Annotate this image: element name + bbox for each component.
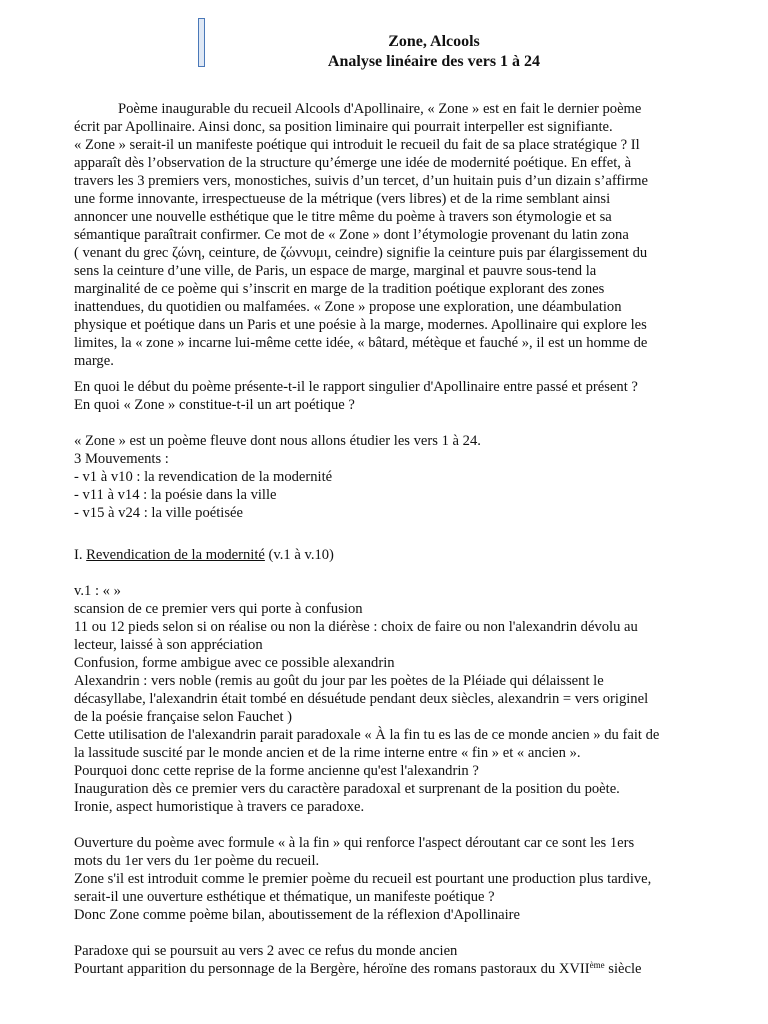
body-line: Zone s'il est introduit comme le premier poème du recueil est pourtant une production plus tardive, [74, 871, 652, 887]
problem-question: En quoi le début du poème présente-t-il le rapport singulier d'Apollinaire entre passé et présent ? [74, 379, 638, 395]
body-line: lecteur, laissé à son appréciation [74, 637, 263, 653]
intro-line: apparaît dès l’observation de la structure qu’émerge une idée de modernité poétique. En effet, à [74, 155, 632, 171]
plan-line: - v1 à v10 : la revendication de la modernité [74, 469, 333, 485]
century-superscript: ème [589, 960, 605, 970]
body-line: 11 ou 12 pieds selon si on réalise ou non la diérèse : choix de faire ou non l'alexandrin dévolu au [74, 619, 638, 635]
body-line: Alexandrin : vers noble (remis au goût du jour par les poètes de la Pléiade qui délaissent le [74, 673, 604, 689]
intro-line: marge. [74, 353, 114, 369]
intro-line: marginalité de ce poème qui s’inscrit en marge de la tradition poétique explorant des zones [74, 281, 605, 297]
intro-line: travers les 3 premiers vers, monostiches, suivis d’un tercet, d’un huitain puis d’un dizain s’affirme [74, 173, 649, 189]
intro-line: Poème inaugurable du recueil Alcools d'Apollinaire, « Zone » est en fait le dernier poème [118, 101, 642, 117]
body-line: Ouverture du poème avec formule « à la fin » qui renforce l'aspect déroutant car ce sont les 1ers [74, 835, 635, 851]
title-line-2: Analyse linéaire des vers 1 à 24 [327, 53, 541, 70]
intro-line: une forme innovante, irrespectueuse de la métrique (vers libres) et de la rime semblant ainsi [74, 191, 611, 207]
last-line-text: Pourtant apparition du personnage de la Bergère, héroïne des romans pastoraux du XVII [74, 961, 590, 977]
body-line: scansion de ce premier vers qui porte à confusion [74, 601, 363, 617]
body-line: la lassitude suscité par le monde ancien et de la rime interne entre « fin » et « ancien ». [74, 745, 581, 761]
intro-line: inattendues, du quotidien ou malfamées. « Zone » propose une exploration, une déambulation [74, 299, 622, 315]
body-line: décasyllabe, l'alexandrin était tombé en désuétude pendant deux siècles, alexandrin = vers originel [74, 691, 649, 707]
body-line: Donc Zone comme poème bilan, aboutissement de la réflexion d'Apollinaire [74, 907, 520, 923]
title-line-1: Zone, Alcools [388, 33, 480, 50]
section-heading [74, 546, 334, 564]
plan-line: « Zone » est un poème fleuve dont nous allons étudier les vers 1 à 24. [74, 433, 481, 449]
intro-line: annoncer une nouvelle esthétique que le titre même du poème à travers son étymologie et sa [74, 209, 612, 225]
plan-line: 3 Mouvements : [74, 451, 169, 467]
intro-line: « Zone » serait-il un manifeste poétique qui introduit le recueil du fait de sa place stratégique ? Il [74, 137, 640, 153]
last-line-end: siècle [604, 961, 642, 977]
body-line: Ironie, aspect humoristique à travers ce paradoxe. [74, 799, 365, 815]
intro-line: écrit par Apollinaire. Ainsi donc, sa position liminaire qui pourrait interpeller est signifiante. [74, 119, 613, 135]
body-line: de la poésie française selon Fauchet ) [74, 709, 293, 725]
body-line: v.1 : « » [74, 583, 121, 599]
section-range: (v.1 à v.10) [264, 547, 334, 563]
intro-line: sémantique paraîtrait confirmer. Ce mot de « Zone » dont l’étymologie provenant du latin zona [74, 227, 629, 243]
section-number: I. [74, 547, 87, 563]
plan-line: - v11 à v14 : la poésie dans la ville [74, 487, 277, 503]
body-line: Pourquoi donc cette reprise de la forme ancienne qu'est l'alexandrin ? [74, 763, 479, 779]
plan-line: - v15 à v24 : la ville poétisée [74, 505, 243, 521]
intro-line: limites, la « zone » incarne lui-même cette idée, « bâtard, métèque et fauché », il est un homme de [74, 335, 648, 351]
section-heading-text: Revendication de la modernité [86, 547, 265, 563]
body-line: Inauguration dès ce premier vers du caractère paradoxal et surprenant de la position du poète. [74, 781, 620, 797]
intro-line: sens la ceinture d’une ville, de Paris, un espace de marge, marginal et pauvre sous-tend la [74, 263, 597, 279]
problem-question: En quoi « Zone » constitue-t-il un art poétique ? [74, 397, 355, 413]
body-line-last [74, 960, 642, 978]
body-line: mots du 1er vers du 1er poème du recueil. [74, 853, 320, 869]
body-line: Confusion, forme ambigue avec ce possible alexandrin [74, 655, 395, 671]
body-line: serait-il une ouverture esthétique et thématique, un manifeste poétique ? [74, 889, 495, 905]
intro-line: physique et poétique dans un Paris et une poésie à la marge, modernes. Apollinaire qui explore les [74, 317, 647, 333]
body-line: Cette utilisation de l'alexandrin parait paradoxale « À la fin tu es las de ce monde ancien » du fait de [74, 727, 660, 743]
body-line: Paradoxe qui se poursuit au vers 2 avec ce refus du monde ancien [74, 943, 458, 959]
intro-line: ( venant du grec ζώνη, ceinture, de ζώννυμι, ceindre) signifie la ceinture puis par élargissement du [74, 245, 648, 261]
